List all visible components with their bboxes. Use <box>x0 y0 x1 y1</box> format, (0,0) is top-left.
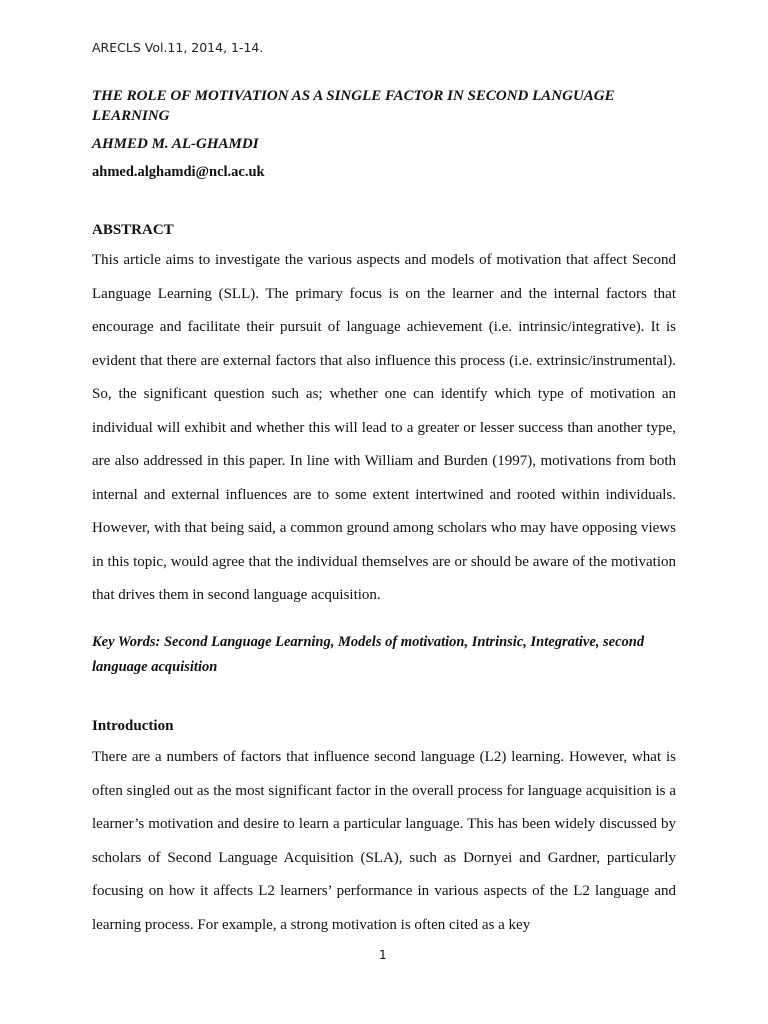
article-title: THE ROLE OF MOTIVATION AS A SINGLE FACTOR IN SECOND LANGUAGE LEARNING <box>92 88 615 124</box>
author-email: ahmed.alghamdi@ncl.ac.uk <box>92 164 265 180</box>
abstract-paragraph: This article aims to investigate the various aspects and models of motivation that affect Second Language Learning (SLL). The primary focus is on the learner and the internal factors that encourage and facilitate their pursuit of language achievement (i.e. intrinsic/integrative). It is evident that there are external factors that also influence this process (i.e. extrinsic/instrumental). So, the significant question such as; whether one can identify which type of motivation an individual will exhibit and whether this will lead to a greater or lesser success than another type, are also addressed in this paper. In line with William and Burden (1997), motivations from both internal and external influences are to some extent intertwined and rooted within individuals. However, with that being said, a common ground among scholars who may have opposing views in this topic, would agree that the individual themselves are or should be aware of the motivation that drives them in second language acquisition. <box>92 252 676 603</box>
page-number: 1 <box>379 948 387 962</box>
running-header: ARECLS Vol.11, 2014, 1-14. <box>92 40 264 55</box>
document-page <box>92 0 676 1024</box>
author-name: AHMED M. AL-GHAMDI <box>92 136 259 152</box>
abstract-heading: ABSTRACT <box>92 222 174 238</box>
keywords: Key Words: Second Language Learning, Models of motivation, Intrinsic, Integrative, second language acquisition <box>92 634 645 675</box>
introduction-paragraph: There are a numbers of factors that influence second language (L2) learning. However, what is often singled out as the most significant factor in the overall process for language acquisition is a learner’s motivation and desire to learn a particular language. This has been widely discussed by scholars of Second Language Acquisition (SLA), such as Dornyei and Gardner, particularly focusing on how it affects L2 learners’ performance in various aspects of the L2 language and learning process. For example, a strong motivation is often cited as a key <box>92 749 676 933</box>
introduction-heading: Introduction <box>92 718 174 734</box>
